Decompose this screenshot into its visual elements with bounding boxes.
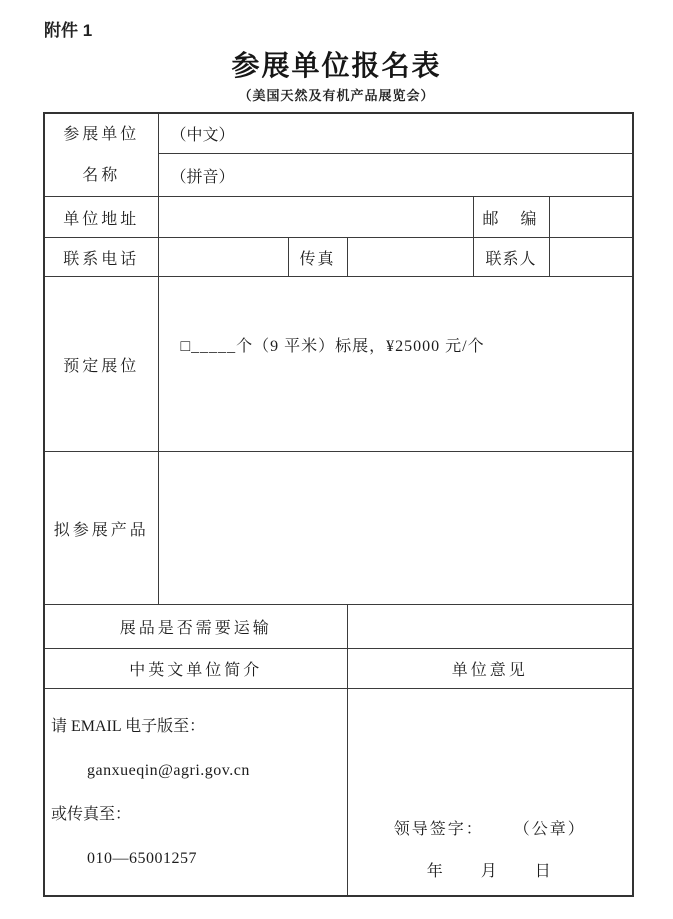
shipping-value-cell (347, 605, 633, 649)
unit-name-label-line1: 参展单位 (63, 126, 140, 143)
products-label-cell: 拟参展产品 (44, 452, 158, 605)
address-label-cell: 单位地址 (44, 197, 158, 238)
contact-value-cell (549, 238, 633, 277)
opinion-label-cell: 单位意见 (347, 649, 633, 689)
postcode-label-cell: 邮 编 (473, 197, 549, 238)
fax-label-cell: 传真 (288, 238, 347, 277)
row-booth (44, 277, 633, 452)
registration-form-table (43, 112, 634, 897)
row-submit (44, 689, 633, 896)
fax-value-cell (347, 238, 473, 277)
date-line: 年 月 日 (426, 862, 553, 880)
submit-contact-cell (44, 689, 347, 896)
unit-name-chinese-cell: （中文） (158, 113, 633, 154)
attachment-label: 附件 1 (44, 21, 93, 40)
booth-label-cell: 预定展位 (44, 277, 158, 452)
page-subtitle: （美国天然及有机产品展览会） (238, 88, 435, 103)
row-intro-headers (44, 649, 633, 689)
signature-label-text: 领导签字： (393, 820, 484, 838)
page-title: 参展单位报名表 (231, 50, 442, 81)
booth-option-text: □_____个（9 平米）标展，¥25000 元/个 (180, 337, 485, 355)
fax-prompt-text: 或传真至： (51, 806, 132, 823)
email-prompt-text: 请 EMAIL 电子版至： (51, 718, 206, 735)
row-phone (44, 238, 633, 277)
address-value-cell (158, 197, 473, 238)
email-address-text: ganxueqin@agri.gov.cn (87, 762, 250, 779)
unit-name-label-cell (44, 113, 158, 197)
products-value-cell (158, 452, 633, 605)
row-shipping (44, 605, 633, 649)
row-products (44, 452, 633, 605)
fax-number-text: 010—65001257 (87, 850, 197, 867)
signature-cell (347, 689, 633, 896)
contact-label-cell: 联系人 (473, 238, 549, 277)
phone-value-cell (158, 238, 288, 277)
postcode-value-cell (549, 197, 633, 238)
intro-label-cell: 中英文单位简介 (44, 649, 347, 689)
phone-label-cell: 联系电话 (44, 238, 158, 277)
row-unit-name-chinese (44, 113, 633, 154)
shipping-label-cell: 展品是否需要运输 (44, 605, 347, 649)
seal-label-text: （公章） (521, 820, 586, 838)
row-address (44, 197, 633, 238)
unit-name-label-line2: 名称 (82, 167, 121, 184)
unit-name-pinyin-cell: （拼音） (158, 154, 633, 197)
booth-option-cell (158, 277, 633, 452)
signature-line (348, 809, 633, 851)
